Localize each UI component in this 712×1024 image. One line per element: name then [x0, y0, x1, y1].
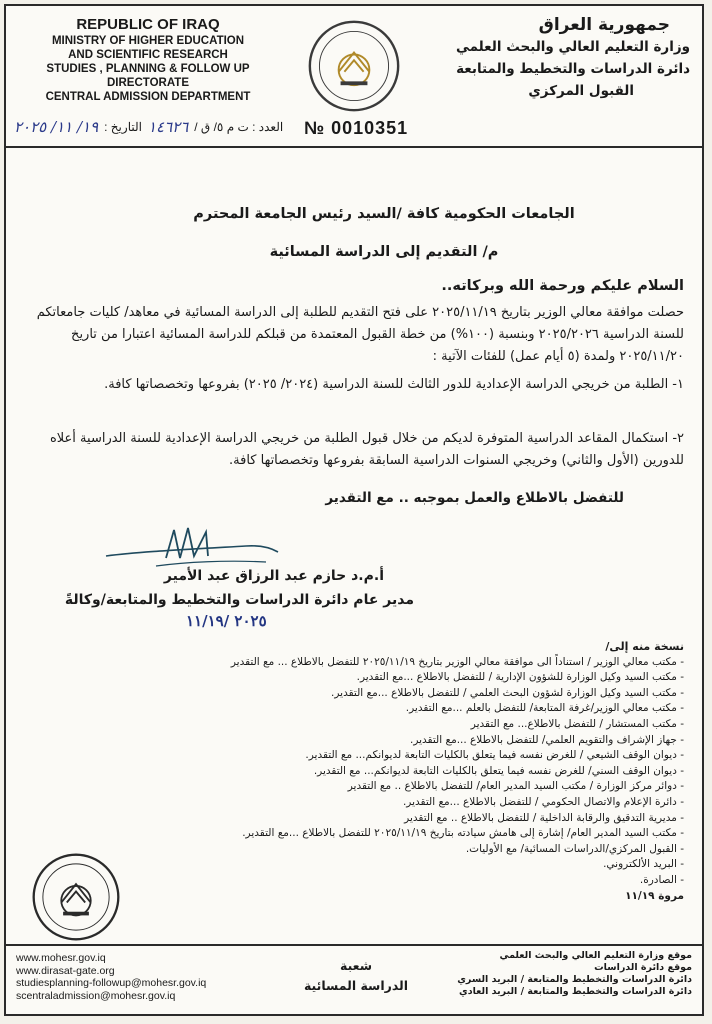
list-item: - دوائر مركز الوزارة / مكتب السيد المدير العام/ للتفضل بالاطلاع .. مع التقدير — [347, 780, 684, 793]
header-ar-line: القبول المركزي — [528, 83, 634, 99]
letter-sheet — [4, 4, 704, 1016]
footer-arabic — [432, 950, 692, 998]
serial-number: № 0010351 — [304, 118, 409, 138]
closing: للتفضل بالاطلاع والعمل بموجبه .. مع التقدير — [325, 490, 624, 506]
footer-section-line: شعبة — [339, 958, 373, 973]
list-item: - جهاز الإشراف والتقويم العلمي/ للتفضل بالاطلاع ...مع التقدير. — [409, 733, 684, 746]
footer-ar-line: موقع وزارة التعليم العالي والبحث العلمي — [499, 950, 692, 961]
footer-english — [16, 952, 206, 1002]
header-ar-line: جمهورية العراق — [538, 15, 670, 35]
list-item: ١- الطلبة من خريجي الدراسة الإعدادية للدور الثالث للسنة الدراسية (٢٠٢٤/ ٢٠٢٥) بفروعها وتخصصاتها كافة. — [104, 377, 684, 392]
footer-link[interactable]: scentraladmission@mohesr.gov.iq — [16, 989, 176, 1002]
list-item: - دائرة الإعلام والاتصال الحكومي / للتفضل بالاطلاع ...مع التقدير. — [402, 795, 684, 808]
ref-label: العدد : ت م ٥/ ق / — [194, 120, 284, 134]
header-en-line: MINISTRY OF HIGHER EDUCATION — [51, 35, 245, 47]
paragraph: حصلت موافقة معالي الوزير بتاريخ ٢٠٢٥/١١/١٩ على فتح التقديم للطلبة إلى الدراسة المسائية في معاهد/ كليات جامعاتكم للسنة الدراسية ٢٠٢٥/٢٠٢٦ وبنسبة (١٠٠%) من خطة القبول المعتمدة من قبلكم للدراسة المسائية اعتبارا من تاريخ ٢٠٢٥/١١/٢٠ ولمدة (٥ أيام عمل) للفئات الآتية : — [36, 305, 684, 364]
footer-ar-line: دائرة الدراسات والتخطيط والمتابعة / البريد العادي — [458, 986, 692, 997]
list-item: - مديرية التدقيق والرقابة الداخلية / للتفضل بالاطلاع .. مع التقدير — [404, 811, 684, 824]
footer-divider — [6, 944, 702, 946]
list-item: ٢- استكمال المقاعد الدراسية المتوفرة لديكم من خلال قبول الطلبة من خريجي الدراسة الإعدادية للسنة الدراسية أعلاه للدورين (الأول والثاني) وخريجي السنوات الدراسية السابقة بفروعها وتخصصاتها كافة. — [49, 431, 684, 468]
header-en-line: AND SCIENTIFIC RESEARCH — [68, 49, 228, 61]
header-ar-line: دائرة الدراسات والتخطيط والمتابعة — [456, 61, 690, 77]
addressee: الجامعات الحكومية كافة /السيد رئيس الجامعة المحترم — [193, 206, 575, 222]
sign-date: ٢٠٢٥ /١١/١٩ — [186, 612, 267, 630]
list-item: - القبول المركزي/الدراسات المسائية/ مع الأوليات. — [465, 842, 684, 855]
ministry-seal-icon — [306, 18, 402, 114]
reference-line — [14, 118, 283, 136]
list-item: - ديوان الوقف الشيعي / للغرض نفسه فيما يتعلق بالكليات التابعة لديوانكم... مع التقدير. — [305, 749, 684, 762]
signer-title: مدير عام دائرة الدراسات والتخطيط والمتابعة/وكالةً — [64, 592, 414, 608]
subject: م/ التقديم إلى الدراسة المسائية — [269, 244, 499, 260]
cc-initials: مروة ١١/١٩ — [625, 889, 684, 902]
footer-link[interactable]: www.mohesr.gov.iq — [16, 952, 106, 964]
header-en-line: REPUBLIC OF IRAQ — [76, 16, 220, 33]
header-arabic — [450, 14, 690, 102]
footer-ar-line: موقع دائرة الدراسات — [594, 962, 692, 973]
cc-title: نسخة منه إلى/ — [605, 640, 684, 653]
list-item: - مكتب المستشار / للتفضل بالاطلاع... مع التقدير — [470, 717, 684, 730]
list-item: - البريد الألكتروني. — [603, 858, 684, 871]
list-item: - مكتب السيد وكيل الوزارة للشؤون الإدارية / للتفضل بالاطلاع ...مع التقدير. — [356, 671, 684, 684]
list-item: - مكتب معالي الوزير/غرفة المتابعة/ للتفضل بالعلم ...مع التقدير. — [405, 702, 684, 715]
header-en-line: CENTRAL ADMISSION DEPARTMENT — [45, 91, 251, 103]
date-label: التاريخ : — [104, 120, 142, 134]
footer-link[interactable]: www.dirasat-gate.org — [16, 964, 115, 977]
footer-section-line: الدراسة المسائية — [303, 978, 409, 993]
ref-date: ١٩/ ١١/ ٢٠٢٥ — [14, 118, 99, 136]
header-ar-line: وزارة التعليم العالي والبحث العلمي — [455, 39, 690, 55]
header-divider — [6, 146, 702, 148]
list-item: - الصادرة. — [639, 873, 684, 886]
ref-number: ١٤٦٢٦ — [147, 118, 189, 136]
footer-link[interactable]: studiesplanning-followup@mohesr.gov.iq — [16, 977, 207, 989]
list-item: - مكتب معالي الوزير / استناداً الى موافقة معالي الوزير بتاريخ ٢٠٢٥/١١/١٩ للتفضل بالاطلاع ... مع التقدير — [230, 655, 684, 668]
greeting: السلام عليكم ورحمة الله وبركاته.. — [441, 278, 684, 294]
footer-section — [296, 956, 416, 996]
cc-list — [24, 639, 684, 904]
signer-name: أ.م.د حازم عبد الرزاق عبد الأمير — [163, 568, 384, 584]
header-en-line: STUDIES , PLANNING & FOLLOW UP DIRECTORATE — [46, 63, 250, 89]
footer-ar-line: دائرة الدراسات والتخطيط والمتابعة / البريد السري — [457, 974, 692, 985]
list-item: - مكتب السيد المدير العام/ إشارة إلى هامش سيادته بتاريخ ٢٠٢٥/١١/١٩ للتفضل بالاطلاع ...مع التقدير. — [242, 827, 684, 840]
ministry-seal-icon — [30, 851, 122, 943]
header-english — [18, 16, 278, 104]
list-item: - ديوان الوقف السني/ للغرض نفسه فيما يتعلق بالكليات التابعة لديوانكم... مع التقدير. — [313, 764, 684, 777]
list-item: - مكتب السيد وكيل الوزارة لشؤون البحث العلمي / للتفضل بالاطلاع ...مع التقدير. — [331, 686, 684, 699]
